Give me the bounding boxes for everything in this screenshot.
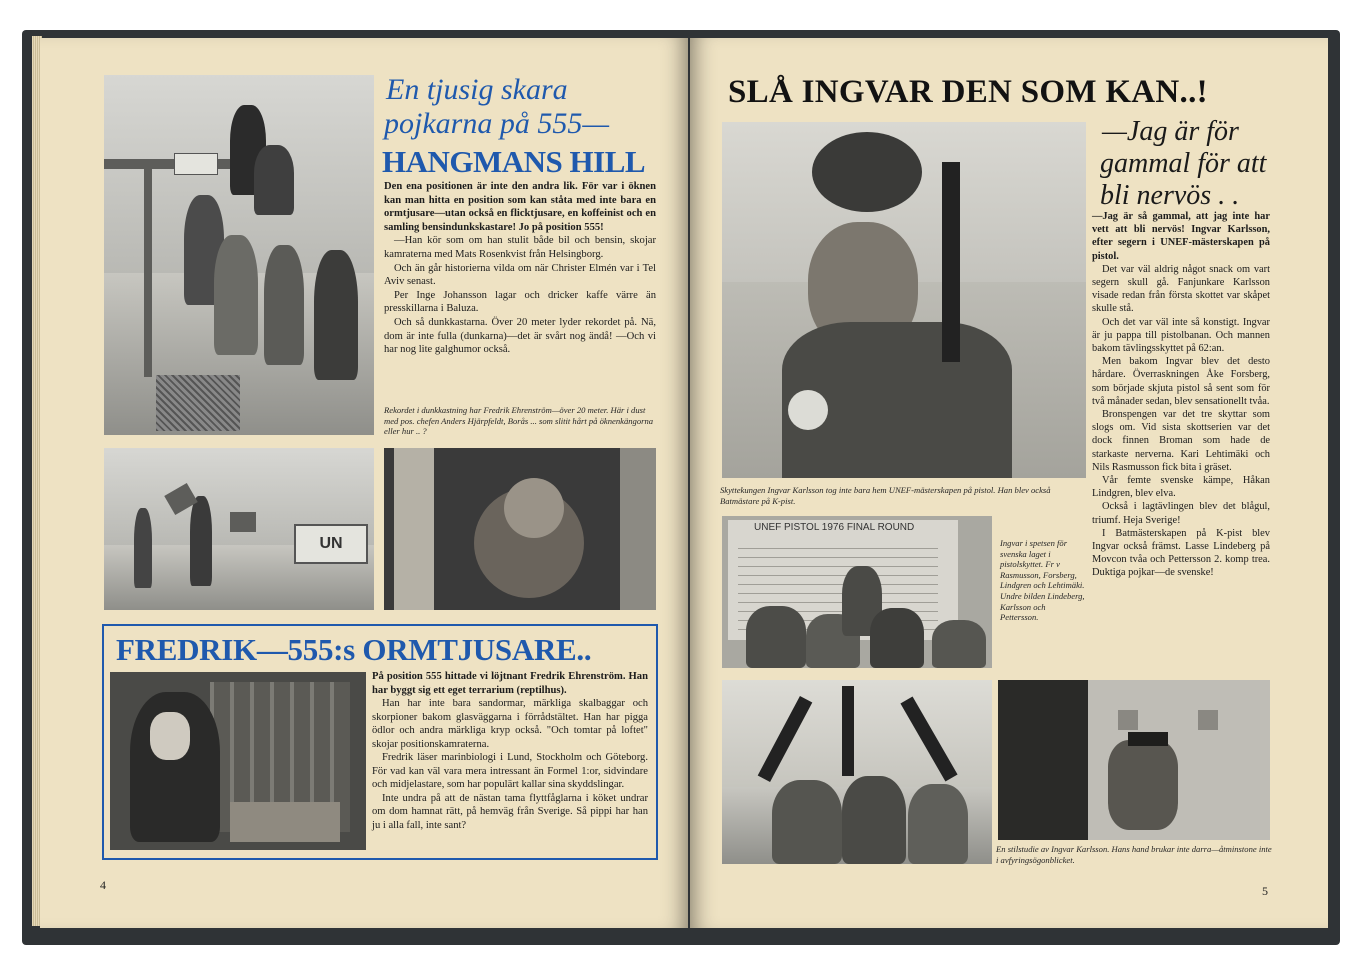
- quote-line-3: bli nervös . .: [1100, 180, 1240, 211]
- left-article: [384, 180, 656, 357]
- photo-pistol-aim: [998, 680, 1270, 840]
- photo-terrarium: [110, 672, 366, 850]
- right-paragraph: Det var väl aldrig något snack om vart segern skull gå. Fanjunkare Karlsson visade redan från första skottet var skåpet skulle stå.: [1092, 263, 1270, 315]
- box-lead: På position 555 hittade vi löjtnant Fredrik Ehrenström. Han har byggt sig ett eget terrarium (reptilhus).: [372, 671, 648, 696]
- page-number-right: 5: [1262, 884, 1268, 898]
- left-paragraph: Per Inge Johansson lagar och dricker kaffe värre än presskillarna i Baluza.: [384, 289, 656, 315]
- photo-hangmans-hill: [104, 75, 374, 435]
- photo-boot-sole: [384, 448, 656, 610]
- left-headline: HANGMANS HILL: [382, 144, 646, 179]
- right-paragraph: Vår femte svenske kämpe, Håkan Lindgren, blev elva.: [1092, 475, 1270, 500]
- box-paragraph: Inte undra på att de nästan tama flyttfåglarna i köket undrar om dom hamnat rätt, på hemväg från Sverige. Så pippi har han ju i alla fall, inte sant?: [372, 792, 648, 831]
- left-lead: Den ena positionen är inte den andra lik. För var i öknen kan man hitta en position som kan ståta med inte bara en ormtjusare—utan också en flicktjusare, en koffeinist och en samling bensindunkskastare! Jo på position 555!: [384, 181, 656, 233]
- right-article: [1092, 210, 1270, 580]
- group-caption: Ingvar i spetsen för svenska laget i pistolskyttet. Fr v Rasmusson, Forsberg, Lindgren och Lehtimäki. Undre bilden Lindeberg, Karlsson och Pettersson.: [1000, 538, 1085, 623]
- quote-line-2: gammal för att: [1100, 148, 1267, 179]
- right-main-caption: Skyttekungen Ingvar Karlsson tog inte bara hem UNEF-mästerskapen på pistol. Han blev också Batmästare på K-pist.: [720, 485, 1051, 506]
- box-paragraph: Han har inte bara sandormar, märkliga skalbaggar och skorpioner bakom glasväggarna i förrådstältet. Han har pigga ödlor och andra märkliga kryp också. "Och tomtar på loftet" skojar positionskamraterna.: [372, 698, 648, 750]
- right-page: [690, 38, 1328, 928]
- box-article: [372, 670, 648, 832]
- right-lead: —Jag är så gammal, att jag inte har vett att bli nervös! Ingvar Karlsson, efter segern i UNEF-mästerskapen på pistol.: [1092, 211, 1270, 262]
- photo-kpist-winners: [722, 680, 992, 864]
- right-paragraph: Också i lagtävlingen blev det blågul, triumf. Heja Sverige!: [1092, 501, 1270, 526]
- right-paragraph: Bronspengen var det tre skyttar som slogs om. Vid sista skottserien var det dock finnen Broman som hade de starkaste nerverna. Kari Lehtimäki och Nils Rasmusson fick bita i gräset.: [1092, 409, 1270, 473]
- photo-pistol-team: [722, 516, 992, 668]
- right-paragraph: Och det var väl inte så konstigt. Ingvar är ju pappa till pistolbanan. Och mannen bakom tävlingsskyttet på 62:an.: [1092, 316, 1270, 355]
- box-paragraph: Fredrik läser marinbiologi i Lund, Stockholm och Göteborg. För vad kan väl vara mera intressant än Formel 1:or, sidvindare och midjelastare, som har populärt kallar sina skyddslingar.: [372, 752, 648, 790]
- left-paragraph: —Han kör som om han stulit både bil och bensin, skojar kamraterna med Mats Rosenkvist från Helsingborg.: [384, 235, 656, 260]
- right-headline: SLÅ INGVAR DEN SOM KAN..!: [728, 74, 1208, 110]
- page-number-left: 4: [100, 878, 106, 892]
- left-title-italic-1: En tjusig skara: [386, 73, 568, 106]
- left-page: [40, 38, 688, 928]
- quote-line-1: —Jag är för: [1102, 116, 1239, 147]
- photo-can-throwers: [104, 448, 374, 610]
- left-caption: Rekordet i dunkkastning har Fredrik Ehrenström—över 20 meter. Här i dust med pos. chefen Anders Hjärpfeldt, Borås ... som slitit hårt på öknenkängorna eller hur .. ?: [384, 405, 654, 437]
- left-title-italic-2: pojkarna på 555—: [384, 107, 609, 140]
- left-paragraph: Och än går historierna vilda om när Christer Elmén var i Tel Aviv senast.: [384, 262, 656, 288]
- scoreboard-text: UNEF PISTOL 1976 FINAL ROUND: [754, 522, 915, 533]
- right-paragraph: Men bakom Ingvar blev det desto hårdare. Överraskningen Åke Forsberg, som började skjuta pistol så sent som för två månader sedan, blev sensationellt tvåa.: [1092, 356, 1270, 407]
- photo-ingvar-karlsson: [722, 122, 1086, 478]
- un-sign: UN: [294, 524, 368, 564]
- right-paragraph: I Batmästerskapen på K-pist blev Ingvar också främst. Lasse Lindeberg på Movcon tvåa och Pettersson 2. komp trea. Duktiga pojkar—de svenske!: [1092, 527, 1270, 579]
- bottom-caption: En stilstudie av Ingvar Karlsson. Hans hand brukar inte darra—åtminstone inte i avfyringsögonblicket.: [996, 844, 1272, 865]
- left-paragraph: Och så dunkkastarna. Över 20 meter lyder rekordet på. Nä, dom är inte fulla (dunkarna)—det är svårt nog ändå! —Och vi har nog lite galghumor också.: [384, 316, 656, 356]
- box-headline: FREDRIK—555:s ORMTJUSARE..: [116, 632, 592, 667]
